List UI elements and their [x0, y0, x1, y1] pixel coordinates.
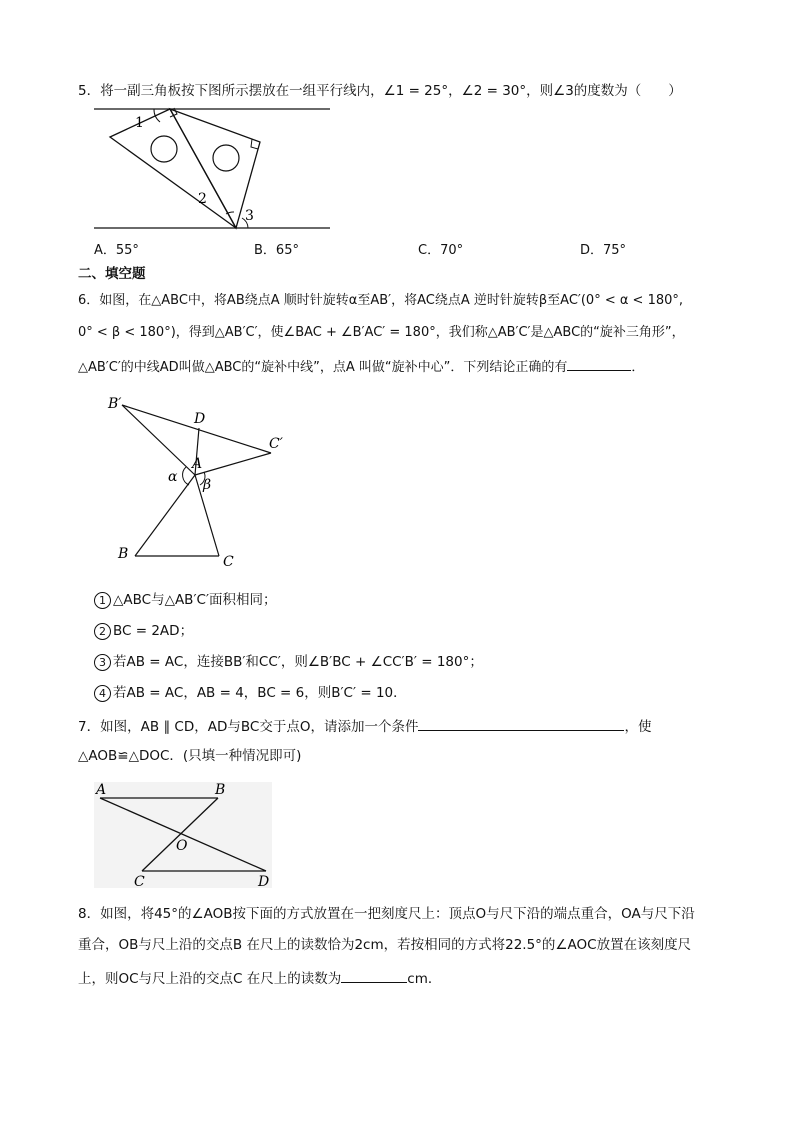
- q7-stem-line2: △AOB≌△DOC．(只填一种情况即可): [78, 748, 302, 764]
- circled-number-4: 4: [94, 685, 111, 702]
- seg-a-c-prime: [195, 453, 271, 475]
- seg-b-prime-a: [122, 405, 195, 475]
- seg-a-b: [135, 475, 195, 556]
- angle-alpha-arc: [183, 467, 189, 485]
- q6-figure: [104, 388, 304, 573]
- circled-number-3: 3: [94, 654, 111, 671]
- q5-option-c[interactable]: C．70°: [418, 243, 464, 258]
- label-d: D: [258, 874, 270, 890]
- q6-stem-line2: 0° < β < 180°)，得到△AB′C′，使∠BAC + ∠B′AC′ = 180°，我们称△AB′C′是△ABC的“旋补三角形”，: [78, 325, 685, 340]
- set-square-hole-right: [213, 145, 239, 171]
- q8-stem-line2: 重合，OB与尺上沿的交点B 在尺上的读数恰为2cm，若按相同的方式将22.5°的∠AOC放置在该刻度尺: [78, 937, 692, 953]
- label-alpha: α: [168, 469, 178, 485]
- section-title: 二、填空题: [78, 266, 146, 282]
- q6-stem-line3-text: △AB′C′的中线AD叫做△ABC的“旋补中线”，点A 叫做“旋补中心”．下列结论正确的有: [78, 360, 568, 375]
- q7-stem-line1: [78, 716, 651, 736]
- set-square-hole-left: [151, 136, 177, 162]
- label-b: B: [215, 782, 226, 798]
- q8-stem-line3-text: 上，则OC与尺上沿的交点C 在尺上的读数为: [78, 971, 342, 987]
- q6-stem-line3-end: ．: [631, 360, 645, 375]
- q6-item-3-text: 若AB = AC，连接BB′和CC′，则∠B′BC + ∠CC′B′ = 180°；: [113, 654, 483, 670]
- label-c: C: [223, 554, 234, 570]
- circled-number-2: 2: [94, 623, 111, 640]
- label-c-prime: C′: [269, 436, 283, 452]
- angle-1-label: 1: [135, 115, 144, 131]
- q6-item-2: [94, 622, 193, 640]
- q5-stem: 5．将一副三角板按下图所示摆放在一组平行线内，∠1 = 25°，∠2 = 30°，则∠3的度数为（ ）: [78, 83, 682, 99]
- q6-item-2-text: BC = 2AD；: [113, 623, 194, 639]
- label-b: B: [118, 546, 129, 562]
- q5-option-d[interactable]: D．75°: [580, 243, 627, 258]
- q7-stem-line1-text: 7．如图，AB ∥ CD，AD与BC交于点O，请添加一个条件: [78, 719, 419, 735]
- label-o: O: [176, 838, 188, 854]
- label-d: D: [194, 411, 206, 427]
- q8-stem-line3-end: cm．: [407, 971, 442, 987]
- q6-item-1-text: △ABC与△AB′C′面积相同；: [113, 592, 277, 608]
- q8-stem-line3: [78, 968, 441, 988]
- q6-item-4: [94, 684, 407, 702]
- q6-answer-blank[interactable]: [567, 356, 631, 371]
- q6-item-1: [94, 591, 277, 609]
- label-beta: β: [203, 477, 212, 493]
- q7-answer-blank[interactable]: [418, 716, 624, 731]
- label-c: C: [134, 874, 145, 890]
- q7-stem-line1-end: ，使: [624, 719, 652, 735]
- angle-3-label: 3: [245, 208, 254, 224]
- q7-figure: [94, 780, 274, 890]
- label-b-prime: B′: [108, 396, 122, 412]
- label-a: A: [96, 782, 107, 798]
- q5-option-b[interactable]: B．65°: [254, 243, 299, 258]
- q6-item-4-text: 若AB = AC，AB = 4，BC = 6，则B′C′ = 10．: [113, 685, 407, 701]
- angle-2-label: 2: [198, 191, 207, 207]
- q8-answer-blank[interactable]: [341, 968, 407, 983]
- q8-stem-line1: 8．如图，将45°的∠AOB按下面的方式放置在一把刻度尺上：顶点O与尺下沿的端点重合，OA与尺下沿: [78, 906, 695, 922]
- circled-number-1: 1: [94, 592, 111, 609]
- q5-figure: [94, 104, 334, 232]
- q6-item-3: [94, 653, 483, 671]
- q5-option-a[interactable]: A．55°: [94, 243, 139, 258]
- q6-stem-line1: 6．如图，在△ABC中，将AB绕点A 顺时针旋转α至AB′，将AC绕点A 逆时针旋转β至AC′(0° < α < 180°,: [78, 293, 684, 308]
- q6-stem-line3: [78, 356, 644, 377]
- label-a: A: [192, 456, 203, 472]
